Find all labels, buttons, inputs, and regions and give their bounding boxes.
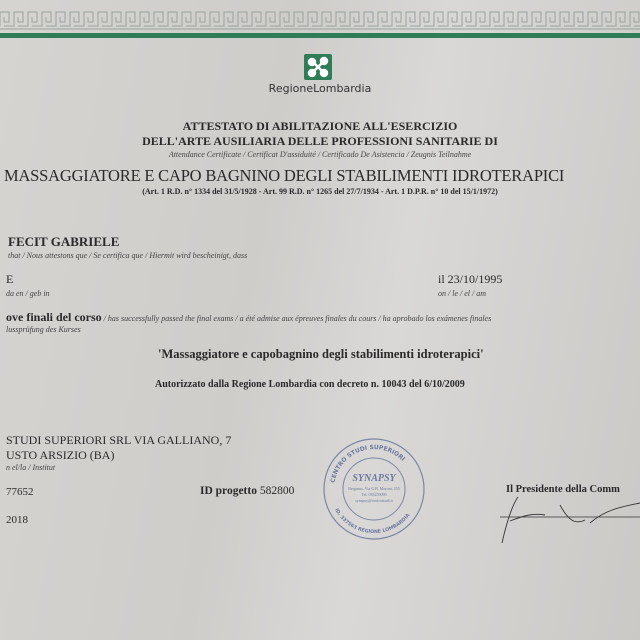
legal-reference: (Art. 1 R.D. n° 1334 del 31/5/1928 - Art. 99 R.D. n° 1265 del 27/7/1934 - Art. 1 D.P.R. n° 10 del 15/1/1972) [142, 187, 498, 196]
heading-translations: Attendance Certificate / Certificat D'assiduité / Certificado De Asistencia / Zeugnis Teilnahme [168, 150, 472, 159]
project-label: ID progetto [200, 485, 257, 497]
green-rule [0, 33, 640, 38]
president-signature [490, 495, 640, 545]
birthdate-caption: on / le / el / am [438, 289, 486, 298]
stamp-email: synapsy@centrostudi.it [355, 498, 393, 503]
institute-stamp [322, 437, 426, 541]
president-label: Il Presidente della Comm [506, 484, 620, 495]
stamp-name: SYNAPSY [352, 473, 396, 484]
authorization-text: Autorizzato dalla Regione Lombardia con decreto n. 10043 del 6/10/2009 [155, 379, 465, 390]
exam-caption-2: lussprüfung des Kurses [6, 325, 81, 334]
birthdate: il 23/10/1995 [438, 272, 503, 286]
greek-key-border [0, 8, 640, 30]
recipient-caption: that / Nous attestons que / Se certifica que / Hiermit wird bescheinigt, dass [8, 251, 248, 260]
certificate-title: MASSAGGIATORE E CAPO BAGNINO DEGLI STABILIMENTI IDROTERAPICI [4, 166, 565, 185]
stamp-top-text: CENTRO STUDI SUPERIORI [329, 443, 407, 484]
exam-caption: / has successfully passed the final exams / a été admise aux épreuves finales du cours / ha aprobado los exámenes finales [101, 314, 492, 323]
stamp-tel: Tel. 035259090 [361, 492, 387, 497]
stamp-address: Bergamo, Via G.B. Moroni, 255 [348, 486, 400, 491]
institute-line-2: USTO ARSIZIO (BA) [6, 448, 115, 462]
recipient-name: FECIT GABRIELE [8, 234, 120, 249]
heading-line-2: DELL'ARTE AUSILIARIA DELLE PROFESSIONI SANITARIE DI [142, 134, 498, 148]
certificate-number: 77652 [6, 486, 34, 498]
course-name: 'Massaggiatore e capobagnino degli stabilimenti idroterapici' [158, 347, 484, 361]
birthplace: E [6, 272, 14, 286]
heading-line-1: ATTESTATO DI ABILITAZIONE ALL'ESERCIZIO [182, 119, 458, 133]
institute-caption: n el/la / Institut [6, 463, 56, 472]
issue-year: 2018 [6, 514, 28, 526]
institute-line-1: STUDI SUPERIORI SRL VIA GALLIANO, 7 [6, 433, 232, 447]
birthplace-caption: da en / geb in [6, 289, 50, 298]
stamp-bottom-text: ID. 337563 REGIONE LOMBARDIA [333, 507, 412, 536]
svg-text:ID. 337563 REGIONE LOMBARDIA [333, 507, 411, 535]
project-id: 582800 [259, 485, 295, 497]
exam-text: ove finali del corso [6, 310, 102, 324]
brand-name: RegioneLombardia [268, 82, 372, 95]
regione-lombardia-logo-icon [304, 54, 332, 80]
